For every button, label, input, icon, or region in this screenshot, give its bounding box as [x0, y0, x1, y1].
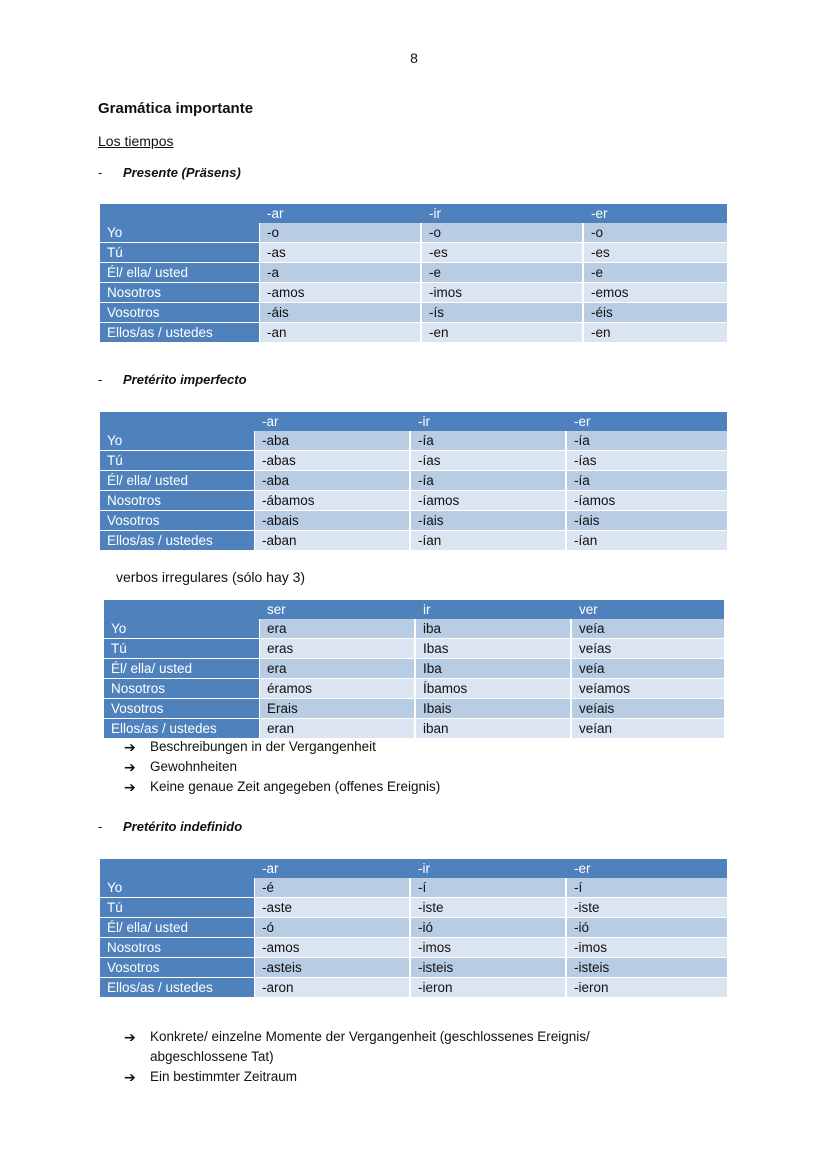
table-header-row	[100, 412, 727, 431]
table-row	[100, 958, 727, 978]
ending-cell: -as	[260, 243, 422, 263]
table-row	[104, 659, 724, 679]
ending-cell: iba	[416, 619, 572, 639]
table-row	[100, 223, 727, 243]
ending-cell: eras	[260, 639, 416, 659]
ending-cell: -ía	[411, 471, 567, 491]
section-title-presente: Presente (Präsens)	[123, 165, 241, 180]
ending-cell: veíamos	[572, 679, 724, 699]
ending-cell: -o	[260, 223, 422, 243]
note-text: Keine genaue Zeit angegeben (offenes Ereignis)	[150, 779, 441, 794]
ending-cell: -íais	[567, 511, 727, 531]
table-row	[100, 918, 727, 938]
ending-cell: iban	[416, 719, 572, 739]
ending-cell: era	[260, 659, 416, 679]
column-header: -ar	[255, 412, 411, 431]
arrow-right-icon: ➔	[124, 739, 136, 755]
ending-cell: -ía	[567, 431, 727, 451]
ending-cell: -iste	[411, 898, 567, 918]
column-header: -ar	[255, 859, 411, 878]
imperfecto-notes	[124, 737, 440, 797]
ending-cell: eran	[260, 719, 416, 739]
table-row	[104, 719, 724, 739]
pronoun-cell: Nosotros	[100, 283, 260, 303]
ending-cell: -a	[260, 263, 422, 283]
pronoun-cell: Él/ ella/ usted	[100, 263, 260, 283]
header-corner-cell	[100, 204, 260, 223]
ending-cell: Ibas	[416, 639, 572, 659]
ending-cell: -imos	[422, 283, 584, 303]
ending-cell: -es	[422, 243, 584, 263]
section-title-indefinido: Pretérito indefinido	[123, 819, 243, 834]
note-item	[124, 757, 440, 777]
pronoun-cell: Tú	[100, 898, 255, 918]
ending-cell: -e	[422, 263, 584, 283]
table-row	[104, 679, 724, 699]
table-row	[100, 323, 727, 343]
ending-cell: -amos	[255, 938, 411, 958]
ending-cell: veían	[572, 719, 724, 739]
table-header-row	[100, 859, 727, 878]
page-number: 8	[410, 50, 418, 66]
ending-cell: -aba	[255, 471, 411, 491]
column-header: -ir	[411, 412, 567, 431]
section-presente	[98, 165, 241, 180]
column-header: -ir	[422, 204, 584, 223]
pronoun-cell: Ellos/as / ustedes	[100, 531, 255, 551]
ending-cell: -an	[260, 323, 422, 343]
ending-cell: -emos	[584, 283, 727, 303]
table-row	[100, 303, 727, 323]
note-text: Gewohnheiten	[150, 759, 238, 774]
ending-cell: -imos	[567, 938, 727, 958]
ending-cell: -ías	[567, 451, 727, 471]
table-header-row	[104, 600, 724, 619]
ending-cell: -íamos	[567, 491, 727, 511]
ending-cell: veía	[572, 659, 724, 679]
column-header: -ir	[411, 859, 567, 878]
header-corner-cell	[100, 859, 255, 878]
table-row	[100, 978, 727, 998]
ending-cell: -í	[411, 878, 567, 898]
table-row	[100, 283, 727, 303]
ending-cell: -imos	[411, 938, 567, 958]
ending-cell: -isteis	[411, 958, 567, 978]
table-row	[104, 699, 724, 719]
table-row	[100, 938, 727, 958]
pronoun-cell: Nosotros	[100, 491, 255, 511]
ending-cell: -íamos	[411, 491, 567, 511]
pronoun-cell: Vosotros	[100, 511, 255, 531]
column-header: -er	[584, 204, 727, 223]
ending-cell: -o	[422, 223, 584, 243]
pronoun-cell: Yo	[104, 619, 260, 639]
ending-cell: -aban	[255, 531, 411, 551]
ending-cell: -é	[255, 878, 411, 898]
ending-cell: -íais	[411, 511, 567, 531]
note-text: Beschreibungen in der Vergangenheit	[150, 739, 376, 754]
note-text: Konkrete/ einzelne Momente der Vergangenheit (geschlossenes Ereignis/ abgeschlossene Tat)	[150, 1029, 590, 1064]
ending-cell: -aste	[255, 898, 411, 918]
dash-bullet: -	[98, 372, 103, 387]
ending-cell: -ó	[255, 918, 411, 938]
irregular-verbs-note: verbos irregulares (sólo hay 3)	[116, 569, 306, 585]
ending-cell: -ían	[411, 531, 567, 551]
column-header: -ar	[260, 204, 422, 223]
pronoun-cell: Yo	[100, 431, 255, 451]
pronoun-cell: Yo	[100, 878, 255, 898]
ending-cell: -ís	[422, 303, 584, 323]
pronoun-cell: Ellos/as / ustedes	[100, 323, 260, 343]
table-row	[100, 471, 727, 491]
table-row	[100, 451, 727, 471]
pronoun-cell: Él/ ella/ usted	[100, 471, 255, 491]
pronoun-cell: Tú	[100, 451, 255, 471]
ending-cell: -ía	[411, 431, 567, 451]
ending-cell: -ábamos	[255, 491, 411, 511]
ending-cell: -en	[422, 323, 584, 343]
pronoun-cell: Él/ ella/ usted	[104, 659, 260, 679]
table-row	[100, 491, 727, 511]
arrow-right-icon: ➔	[124, 1029, 136, 1045]
ending-cell: -o	[584, 223, 727, 243]
ending-cell: Iba	[416, 659, 572, 679]
table-row	[100, 431, 727, 451]
table-row	[100, 263, 727, 283]
ending-cell: -ías	[411, 451, 567, 471]
column-header: -er	[567, 859, 727, 878]
section-imperfecto	[98, 372, 247, 387]
ending-cell: -abais	[255, 511, 411, 531]
pronoun-cell: Tú	[104, 639, 260, 659]
section-indefinido	[98, 819, 242, 834]
table-indefinido	[100, 859, 727, 998]
ending-cell: -isteis	[567, 958, 727, 978]
ending-cell: -es	[584, 243, 727, 263]
ending-cell: -en	[584, 323, 727, 343]
column-header: ir	[416, 600, 572, 619]
ending-cell: -aba	[255, 431, 411, 451]
ending-cell: Íbamos	[416, 679, 572, 699]
ending-cell: -amos	[260, 283, 422, 303]
ending-cell: -ían	[567, 531, 727, 551]
pronoun-cell: Vosotros	[100, 303, 260, 323]
subheading: Los tiempos	[98, 133, 174, 149]
ending-cell: era	[260, 619, 416, 639]
note-item	[124, 777, 440, 797]
pronoun-cell: Nosotros	[100, 938, 255, 958]
table-row	[104, 639, 724, 659]
table-row	[100, 243, 727, 263]
column-header: ver	[572, 600, 724, 619]
ending-cell: -ió	[567, 918, 727, 938]
ending-cell: -í	[567, 878, 727, 898]
table-irregulares	[104, 600, 724, 739]
table-imperfecto	[100, 412, 727, 551]
pronoun-cell: Yo	[100, 223, 260, 243]
ending-cell: -ía	[567, 471, 727, 491]
table-row	[100, 531, 727, 551]
ending-cell: -asteis	[255, 958, 411, 978]
pronoun-cell: Vosotros	[100, 958, 255, 978]
ending-cell: -éis	[584, 303, 727, 323]
header-corner-cell	[100, 412, 255, 431]
note-item	[124, 737, 440, 757]
dash-bullet: -	[98, 165, 103, 180]
table-presente	[100, 204, 727, 343]
pronoun-cell: Vosotros	[104, 699, 260, 719]
arrow-right-icon: ➔	[124, 759, 136, 775]
ending-cell: -aron	[255, 978, 411, 998]
dash-bullet: -	[98, 819, 103, 834]
arrow-right-icon: ➔	[124, 779, 136, 795]
pronoun-cell: Nosotros	[104, 679, 260, 699]
table-row	[104, 619, 724, 639]
ending-cell: éramos	[260, 679, 416, 699]
page-heading: Gramática importante	[98, 100, 254, 117]
indefinido-notes	[124, 1027, 624, 1087]
ending-cell: -áis	[260, 303, 422, 323]
column-header: -er	[567, 412, 727, 431]
table-row	[100, 878, 727, 898]
pronoun-cell: Ellos/as / ustedes	[104, 719, 260, 739]
header-corner-cell	[104, 600, 260, 619]
ending-cell: -ieron	[411, 978, 567, 998]
ending-cell: -e	[584, 263, 727, 283]
ending-cell: veías	[572, 639, 724, 659]
note-item	[124, 1027, 624, 1067]
table-row	[100, 898, 727, 918]
pronoun-cell: Él/ ella/ usted	[100, 918, 255, 938]
note-text: Ein bestimmter Zeitraum	[150, 1069, 298, 1084]
ending-cell: Erais	[260, 699, 416, 719]
note-item	[124, 1067, 624, 1087]
ending-cell: -abas	[255, 451, 411, 471]
ending-cell: veíais	[572, 699, 724, 719]
section-title-imperfecto: Pretérito imperfecto	[123, 372, 247, 387]
ending-cell: -iste	[567, 898, 727, 918]
pronoun-cell: Tú	[100, 243, 260, 263]
ending-cell: Ibais	[416, 699, 572, 719]
table-row	[100, 511, 727, 531]
arrow-right-icon: ➔	[124, 1069, 136, 1085]
ending-cell: -ieron	[567, 978, 727, 998]
ending-cell: veía	[572, 619, 724, 639]
ending-cell: -ió	[411, 918, 567, 938]
column-header: ser	[260, 600, 416, 619]
table-header-row	[100, 204, 727, 223]
pronoun-cell: Ellos/as / ustedes	[100, 978, 255, 998]
